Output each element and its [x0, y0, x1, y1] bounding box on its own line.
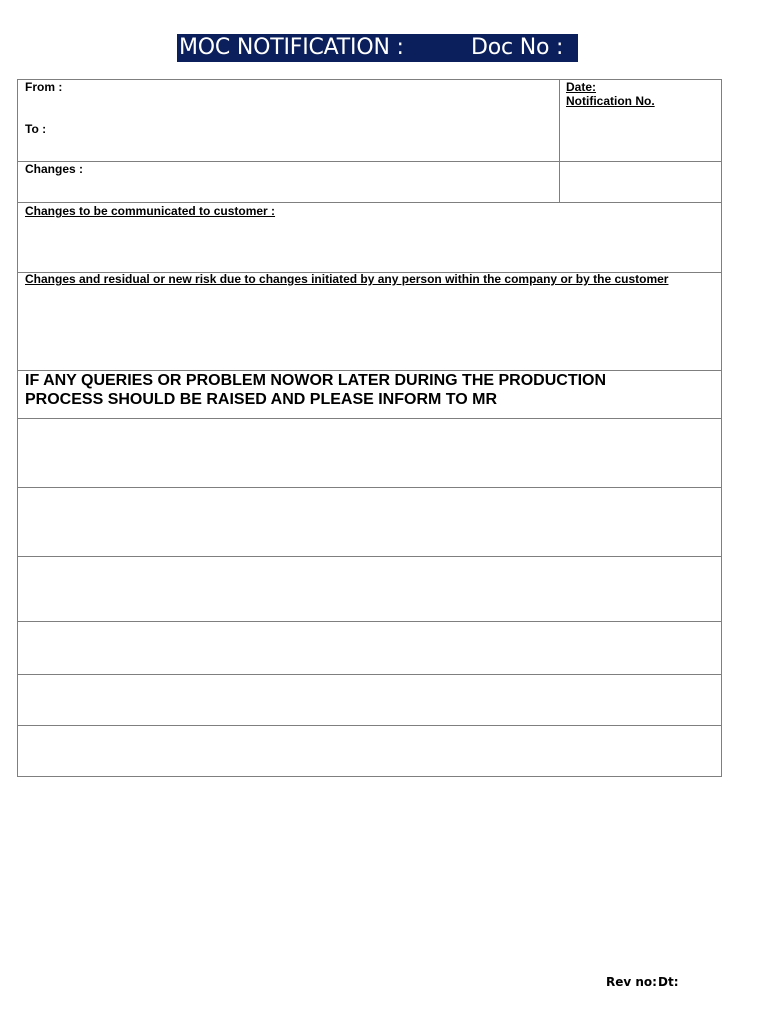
date-label: Date:: [566, 80, 597, 94]
row-divider: [18, 202, 721, 203]
queries-notice-line2: PROCESS SHOULD BE RAISED AND PLEASE INFORM TO MR: [25, 391, 498, 408]
row-divider: [18, 418, 721, 419]
residual-risk-label: Changes and residual or new risk due to changes initiated by any person within the company or by the customer: [25, 272, 669, 286]
document-title: MOC NOTIFICATION :: [179, 35, 404, 60]
notification-number-label: Notification No.: [566, 94, 655, 108]
queries-notice: [25, 371, 715, 409]
row-divider: [18, 621, 721, 622]
row-divider: [18, 556, 721, 557]
communicated-to-customer-label: Changes to be communicated to customer :: [25, 204, 276, 218]
moc-form-table: [17, 79, 722, 777]
changes-label: Changes :: [25, 162, 84, 176]
dt-label: Dt:: [658, 975, 679, 989]
row-divider: [18, 487, 721, 488]
rev-no-label: Rev no:: [606, 975, 657, 989]
row-divider: [18, 161, 721, 162]
row-divider: [18, 725, 721, 726]
from-label: From :: [25, 80, 63, 94]
date-column-divider: [559, 80, 560, 203]
doc-number-label: Doc No :: [471, 35, 564, 60]
row-divider: [18, 674, 721, 675]
document-title-banner: [177, 34, 578, 62]
to-label: To :: [25, 122, 47, 136]
queries-notice-line1: IF ANY QUERIES OR PROBLEM NOWOR LATER DURING THE PRODUCTION: [25, 372, 607, 389]
